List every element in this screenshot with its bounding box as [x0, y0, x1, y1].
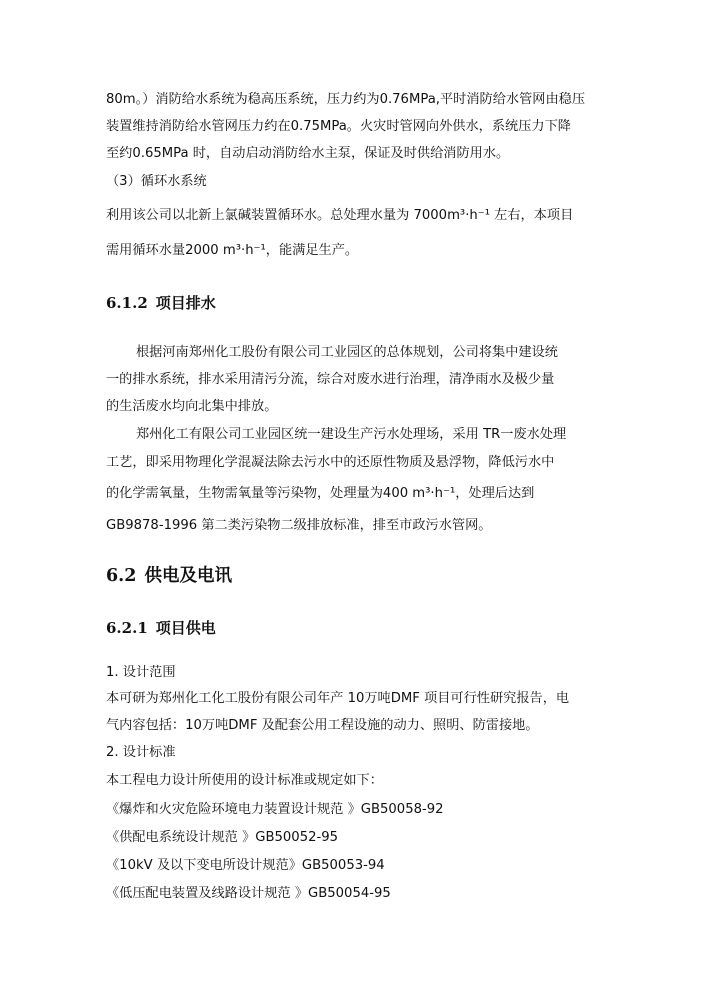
section-number: 6.2.1: [106, 619, 148, 637]
standard-item: 《低压配电装置及线路设计规范 》GB50054-95: [106, 886, 391, 901]
text-line: 的生活废水均向北集中排放。: [106, 399, 278, 414]
text-line: 气内容包括：10万吨DMF 及配套公用工程设施的动力、照明、防雷接地。: [106, 718, 539, 733]
standard-item: 《供配电系统设计规范 》GB50052-95: [106, 830, 339, 845]
text-line: 的化学需氧量，生物需氧量等污染物，处理量为400 m³·h⁻¹，处理后达到: [106, 486, 535, 501]
section-title: 项目排水: [155, 294, 216, 312]
text-line: 需用循环水量2000 m³·h⁻¹，能满足生产。: [106, 243, 359, 258]
standard-item: 《爆炸和火灾危险环境电力装置设计规范 》GB50058-92: [106, 802, 444, 817]
standard-item: 《10kV 及以下变电所设计规范》GB50053-94: [106, 858, 385, 873]
section-number: 6.2: [106, 566, 137, 586]
section-heading-6-1-2: [106, 292, 216, 313]
text-line: 一的排水系统，排水采用清污分流，综合对废水进行治理，清净雨水及极少量: [106, 372, 555, 387]
text-line: 利用该公司以北新上氯碱装置循环水。总处理水量为 7000m³·h⁻¹ 左右，本项目: [106, 208, 574, 223]
text-line: 装置维持消防给水管网压力约在0.75MPa。火灾时管网向外供水，系统压力下降: [106, 119, 571, 134]
text-line: 工艺，即采用物理化学混凝法除去污水中的还原性物质及悬浮物，降低污水中: [106, 455, 555, 470]
text-line: 至约0.65MPa 时，自动启动消防给水主泵，保证及时供给消防用水。: [106, 146, 510, 161]
section-title: 项目供电: [155, 619, 216, 637]
list-item-title: 2. 设计标准: [106, 745, 176, 760]
text-line: 80m。）消防给水系统为稳高压系统，压力约为0.76MPa,平时消防给水管网由稳压: [106, 92, 586, 107]
text-line: 本工程电力设计所使用的设计标准或规定如下：: [106, 773, 383, 788]
section-number: 6.1.2: [106, 294, 148, 312]
section-title: 供电及电讯: [144, 566, 232, 586]
section-heading-6-2: [106, 562, 232, 587]
text-line: 郑州化工有限公司工业园区统一建设生产污水处理场，采用 TR一废水处理: [136, 427, 567, 442]
text-line: 本可研为郑州化工化工股份有限公司年产 10万吨DMF 项目可行性研究报告，电: [106, 691, 570, 706]
text-line: 根据河南郑州化工股份有限公司工业园区的总体规划，公司将集中建设统: [136, 345, 558, 360]
list-item-title: 1. 设计范围: [106, 665, 176, 680]
section-heading-6-2-1: [106, 617, 216, 638]
text-line: GB9878-1996 第二类污染物二级排放标准，排至市政污水管网。: [106, 518, 492, 533]
list-item-title: （3）循环水系统: [106, 174, 207, 189]
